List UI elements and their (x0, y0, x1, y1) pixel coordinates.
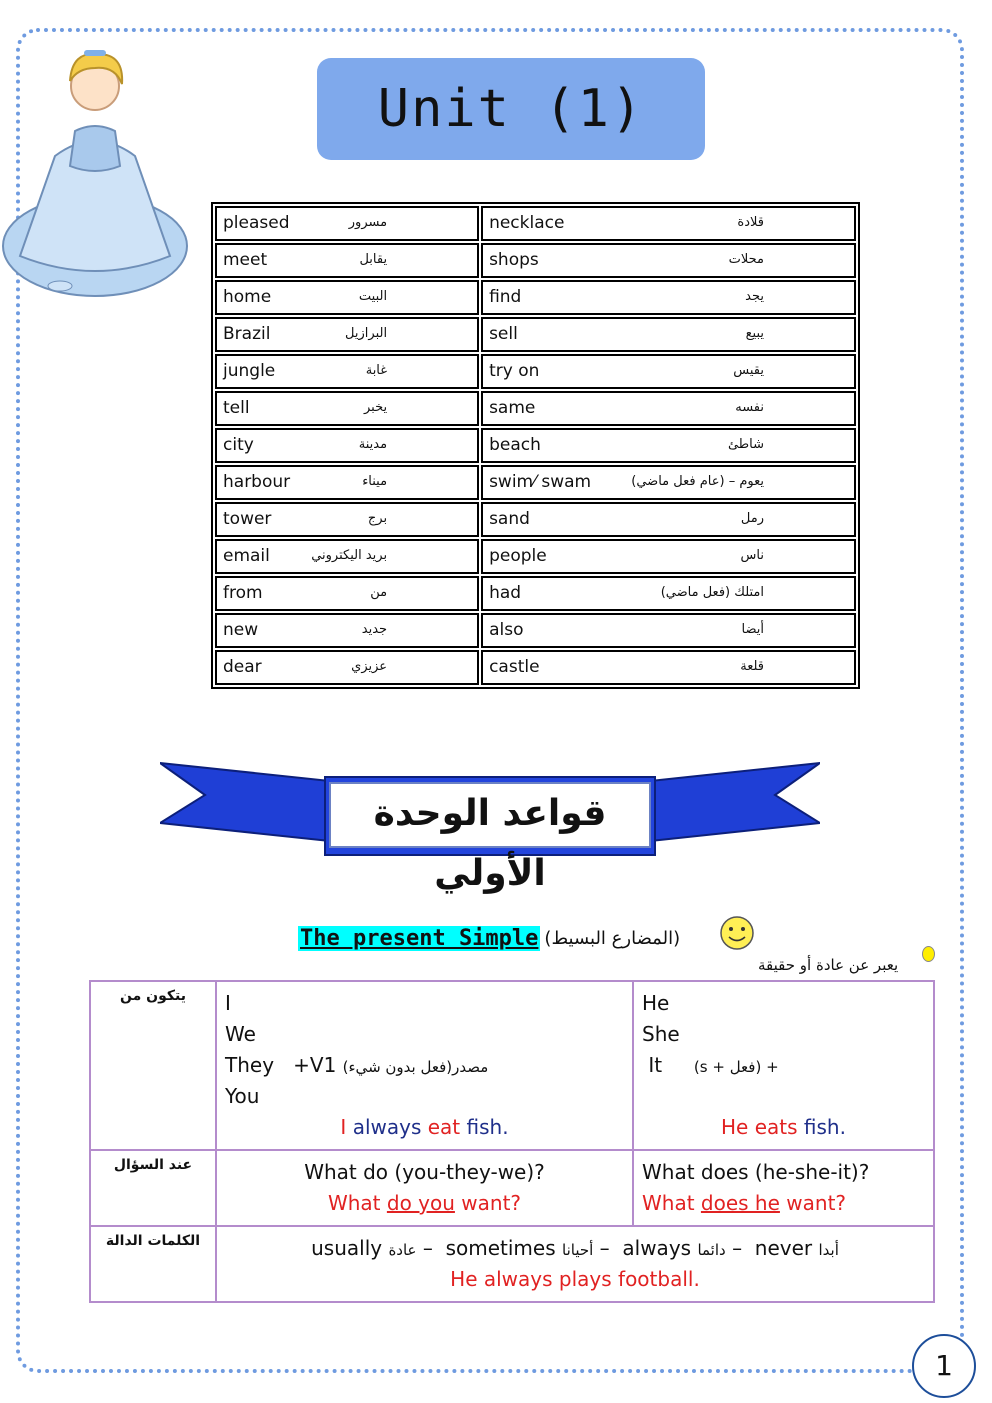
vocab-row (215, 243, 856, 278)
vocab-arabic: امتلك (فعل ماضي) (660, 585, 764, 600)
vocab-arabic: برج (367, 511, 388, 526)
label-formation: يتكون من (90, 981, 216, 1150)
pronoun-i: I (225, 991, 231, 1015)
vocab-arabic: يجد (745, 289, 764, 304)
vocab-arabic: يبيع (745, 326, 764, 341)
ex-word: always (352, 1115, 422, 1139)
kw-dash: – (732, 1236, 743, 1260)
label-keywords: الكلمات الدالة (90, 1226, 216, 1302)
keywords-cell (216, 1226, 934, 1302)
vocab-cell (481, 465, 856, 500)
vocab-arabic: البرازيل (345, 326, 388, 341)
vocab-row (215, 613, 856, 648)
vocab-english: new (223, 620, 259, 640)
banner-title: قواعد الوحدة الأولي (373, 793, 607, 894)
keywords-example: He always plays football. (450, 1267, 700, 1291)
formation-row (90, 981, 934, 1150)
vocab-row (215, 576, 856, 611)
formation-singular (633, 981, 934, 1150)
vocab-row (215, 650, 856, 685)
vocab-arabic: ناس (740, 548, 764, 563)
heading-english: The present Simple (300, 925, 539, 951)
vocab-arabic: قلعة (740, 659, 764, 674)
ex-word: He eats (721, 1115, 798, 1139)
vocab-arabic: عزيزي (351, 659, 388, 674)
vocab-row (215, 428, 856, 463)
vocab-english: shops (489, 250, 539, 270)
bullet-icon (922, 946, 935, 962)
ex-word: I (340, 1115, 347, 1139)
q-word: What (642, 1191, 695, 1215)
vocab-arabic: رمل (740, 511, 764, 526)
vocab-arabic: محلات (728, 252, 764, 267)
grammar-table (89, 980, 935, 1303)
v1-formula: +V1 (293, 1053, 337, 1077)
vocab-cell (481, 502, 856, 537)
pronoun-you: You (225, 1084, 260, 1108)
vocab-english: harbour (223, 472, 291, 492)
vocab-english: had (489, 583, 522, 603)
vocab-arabic: جديد (361, 622, 388, 637)
pronoun-it-line (642, 1050, 925, 1081)
vocab-english: email (223, 546, 270, 566)
vocab-row (215, 465, 856, 500)
pronoun-they-line (225, 1050, 624, 1081)
vocab-english: pleased (223, 213, 290, 233)
vocab-english: meet (223, 250, 268, 270)
vocab-english: find (489, 287, 522, 307)
vocab-english: sell (489, 324, 518, 344)
question-example-a (225, 1188, 624, 1219)
unit-title: Unit (1) (377, 79, 645, 139)
vocab-cell (215, 539, 479, 574)
vocab-arabic: نفسه (735, 400, 764, 415)
kw-ar: أبدا (818, 1241, 839, 1259)
vocab-english: tell (223, 398, 250, 418)
spacer (642, 1081, 925, 1112)
vocab-cell (481, 206, 856, 241)
kw-ar: أحيانا (562, 1241, 594, 1259)
vocab-cell (215, 576, 479, 611)
vocab-cell (481, 280, 856, 315)
kw: sometimes (445, 1236, 556, 1260)
pronoun-it: It (648, 1053, 663, 1077)
q-word: want? (786, 1191, 847, 1215)
label-question: عند السؤال (90, 1150, 216, 1226)
v1-arabic: مصدر(فعل بدون شيء) (342, 1058, 489, 1076)
vocab-arabic: يخبر (363, 400, 388, 415)
vocab-english: swim⁄ swam (489, 472, 592, 492)
vocab-cell (215, 206, 479, 241)
vocab-cell (481, 317, 856, 352)
vocab-arabic: ميناء (362, 474, 388, 489)
ex-word: fish. (466, 1115, 509, 1139)
page-number: 1 (912, 1334, 976, 1398)
kw-dash: – (422, 1236, 433, 1260)
vocab-row (215, 206, 856, 241)
kw: never (754, 1236, 813, 1260)
vocab-cell (215, 391, 479, 426)
question-example-b (642, 1188, 925, 1219)
vocab-english: jungle (223, 361, 276, 381)
smiley-icon (718, 914, 756, 952)
vocab-cell (215, 280, 479, 315)
vocab-cell (215, 613, 479, 648)
question-form-b: What does (he-she-it)? (642, 1160, 870, 1184)
q-word: want? (461, 1191, 522, 1215)
vocab-english: castle (489, 657, 540, 677)
vocab-english: try on (489, 361, 540, 381)
unit-title-box (317, 58, 705, 160)
heading-arabic: (المضارع البسيط) (544, 927, 681, 949)
vocab-english: home (223, 287, 272, 307)
vocab-english: from (223, 583, 263, 603)
kw: always (622, 1236, 692, 1260)
vocab-row (215, 280, 856, 315)
formation-plural (216, 981, 633, 1150)
vocab-cell (215, 317, 479, 352)
vocab-cell (215, 354, 479, 389)
vocab-arabic: شاطئ (727, 437, 764, 452)
pronoun-he: He (642, 991, 670, 1015)
vocab-cell (481, 576, 856, 611)
it-formula: + (فعل + s) (693, 1058, 779, 1076)
vocab-cell (481, 428, 856, 463)
vocab-cell (481, 391, 856, 426)
vocab-english: people (489, 546, 547, 566)
question-row (90, 1150, 934, 1226)
pronoun-she: She (642, 1022, 680, 1046)
question-form-a: What do (you-they-we)? (304, 1160, 545, 1184)
vocab-cell (481, 613, 856, 648)
vocab-cell (215, 428, 479, 463)
vocab-cell (481, 354, 856, 389)
vocab-arabic: يقابل (359, 252, 388, 267)
vocab-cell (215, 502, 479, 537)
question-plural (216, 1150, 633, 1226)
q-word: What (327, 1191, 381, 1215)
kw-dash: – (599, 1236, 610, 1260)
vocab-row (215, 391, 856, 426)
vocab-arabic: يقيس (733, 363, 764, 378)
vocab-row (215, 502, 856, 537)
vocab-cell (215, 650, 479, 685)
vocab-arabic: قلادة (737, 215, 764, 230)
usage-note: يعبر عن عادة أو حقيقة (758, 956, 899, 974)
vocabulary-table (211, 202, 860, 689)
vocab-english: dear (223, 657, 262, 677)
vocab-row (215, 539, 856, 574)
vocab-english: same (489, 398, 536, 418)
kw-ar: دائما (697, 1241, 726, 1259)
vocab-english: tower (223, 509, 272, 529)
q-word: does he (700, 1191, 780, 1215)
vocab-row (215, 317, 856, 352)
vocab-arabic: البيت (358, 289, 388, 304)
vocab-arabic: مدينة (358, 437, 388, 452)
vocab-english: city (223, 435, 254, 455)
vocab-cell (481, 650, 856, 685)
kw-ar: عادة (388, 1241, 417, 1259)
princess-illustration (0, 36, 195, 306)
vocab-arabic: من (370, 585, 388, 600)
vocab-english: necklace (489, 213, 565, 233)
vocab-row (215, 354, 856, 389)
vocab-arabic: أيضا (741, 622, 764, 637)
vocab-arabic: غابة (365, 363, 388, 378)
vocab-cell (215, 465, 479, 500)
vocab-cell (481, 539, 856, 574)
pronoun-we: We (225, 1022, 256, 1046)
keywords-line (225, 1233, 925, 1264)
vocab-arabic: يعوم – (عام فعل ماضي) (631, 474, 764, 489)
keywords-row (90, 1226, 934, 1302)
vocab-arabic: مسرور (348, 215, 388, 230)
vocab-english: also (489, 620, 524, 640)
vocab-cell (481, 243, 856, 278)
question-singular (633, 1150, 934, 1226)
example-singular (642, 1112, 925, 1143)
ex-word: eat (427, 1115, 461, 1139)
q-word: do you (386, 1191, 455, 1215)
pronoun-they: They (225, 1053, 275, 1077)
vocab-arabic: بريد اليكتروني (311, 548, 388, 563)
vocab-english: beach (489, 435, 541, 455)
vocab-english: Brazil (223, 324, 271, 344)
kw: usually (311, 1236, 383, 1260)
vocab-english: sand (489, 509, 530, 529)
example-plural (225, 1112, 624, 1143)
vocab-cell (215, 243, 479, 278)
ex-word: fish. (803, 1115, 846, 1139)
present-simple-heading (298, 918, 680, 958)
